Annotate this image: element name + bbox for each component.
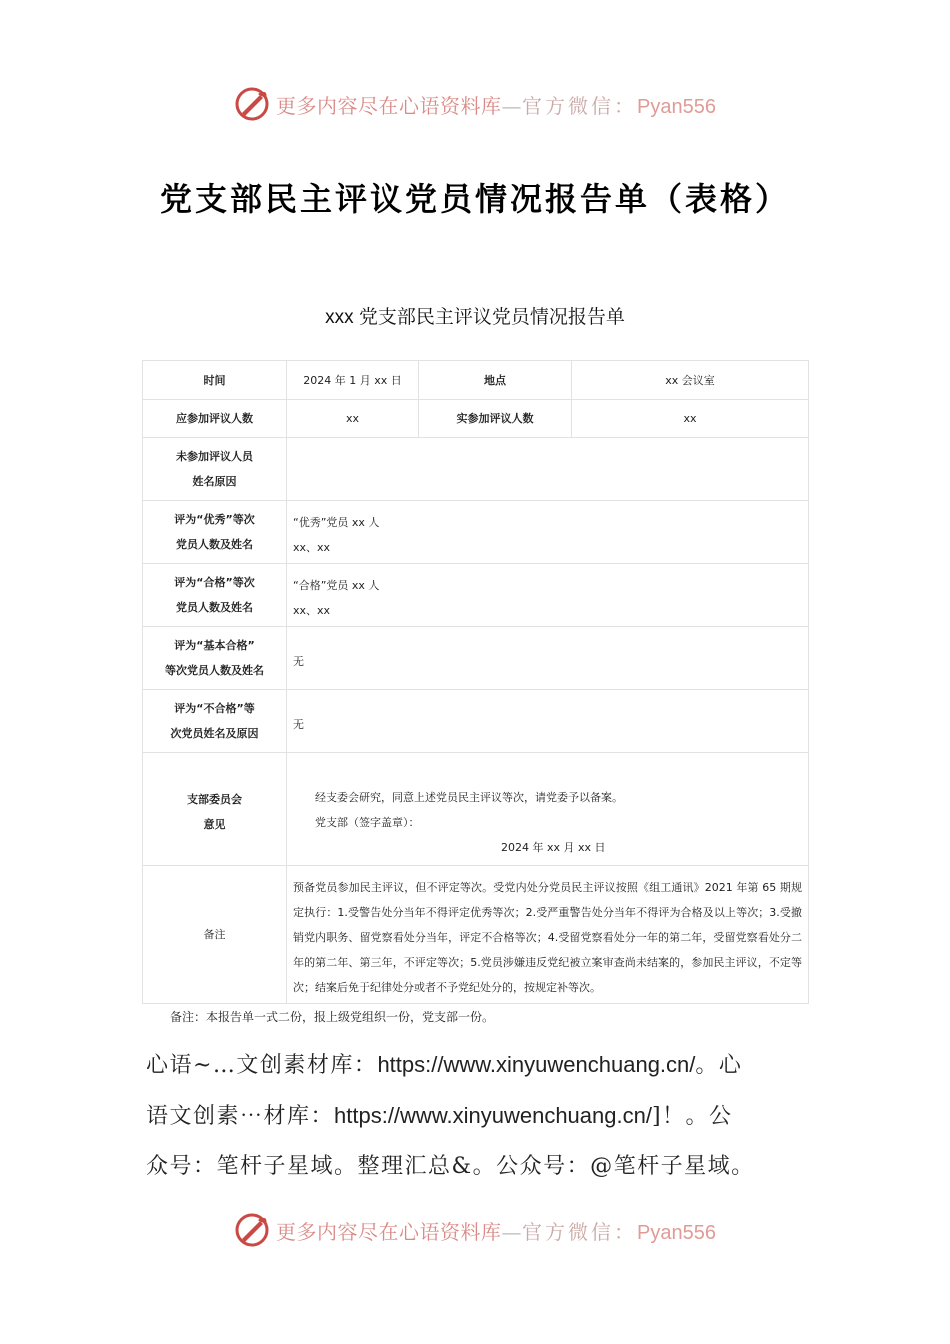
time-value: 2024 年 1 月 xx 日 — [287, 361, 419, 400]
table-row — [143, 400, 809, 438]
committee-label: 支部委员会 意见 — [143, 753, 287, 866]
table-row — [143, 361, 809, 400]
bottom-banner — [0, 1208, 950, 1252]
table-row — [143, 866, 809, 1004]
footnote: 备注：本报告单一式二份，报上级党组织一份，党支部一份。 — [170, 1010, 495, 1024]
table-row — [143, 627, 809, 690]
footer-link-2[interactable]: https://www.xinyuwenchuang.cn/ — [334, 1103, 652, 1128]
table-row — [143, 564, 809, 627]
quill-logo-icon — [234, 86, 270, 122]
remark-label: 备注 — [143, 866, 287, 1004]
qualified-label: 评为“合格”等次 党员人数及姓名 — [143, 564, 287, 627]
absent-value — [287, 438, 809, 501]
place-value: xx 会议室 — [572, 361, 809, 400]
table-row — [143, 501, 809, 564]
basic-qualified-value: 无 — [287, 627, 809, 690]
unqualified-value: 无 — [287, 690, 809, 753]
report-title: xxx 党支部民主评议党员情况报告单 — [325, 307, 625, 328]
unqualified-label: 评为“不合格”等 次党员姓名及原因 — [143, 690, 287, 753]
footer-link-1[interactable]: https://www.xinyuwenchuang.cn/ — [377, 1052, 696, 1077]
banner-text: 更多内容尽在心语资料库—官方微信：Pyan556 — [276, 93, 716, 118]
table-row — [143, 690, 809, 753]
basic-qualified-label: 评为“基本合格” 等次党员人数及姓名 — [143, 627, 287, 690]
excellent-label: 评为“优秀”等次 党员人数及姓名 — [143, 501, 287, 564]
actual-count-value: xx — [572, 400, 809, 438]
report-table — [142, 360, 809, 1004]
top-banner — [0, 82, 950, 126]
banner-text: 更多内容尽在心语资料库—官方微信：Pyan556 — [276, 1219, 716, 1244]
quill-logo-icon — [234, 1212, 270, 1248]
table-row — [143, 753, 809, 866]
absent-label: 未参加评议人员 姓名原因 — [143, 438, 287, 501]
excellent-value: “优秀”党员 xx 人 xx、xx — [287, 501, 809, 564]
place-label: 地点 — [419, 361, 572, 400]
footer-text: 心语~…文创素材库：https://www.xinyuwenchuang.cn/。心 语文创素⋯材库：https://www.xinyuwenchuang.cn/]！。公 众号：笔杆子星域。整理汇总&。公众号：@笔杆子星域。 — [146, 1052, 755, 1179]
actual-count-label: 实参加评议人数 — [419, 400, 572, 438]
document-title: 党支部民主评议党员情况报告单（表格） — [159, 180, 790, 218]
table-row — [143, 438, 809, 501]
expected-count-value: xx — [287, 400, 419, 438]
expected-count-label: 应参加评议人数 — [143, 400, 287, 438]
qualified-value: “合格”党员 xx 人 xx、xx — [287, 564, 809, 627]
time-label: 时间 — [143, 361, 287, 400]
committee-opinion: 经支委会研究，同意上述党员民主评议等次，请党委予以备案。 党支部（签字盖章）： 2024 年 xx 月 xx 日 — [287, 753, 809, 866]
remark-text: 预备党员参加民主评议，但不评定等次。受党内处分党员民主评议按照《组工通讯》2021 年第 65 期规定执行：1.受警告处分当年不得评定优秀等次；2.受严重警告处分当年不得评为合格及以上等次；3.受撤销党内职务、留党察看处分当年，评定不合格等次；4.受留党察看处分一年的第二年，受留党察看处分二年的第二年、第三年，不评定等次；5.党员涉嫌违反党纪被立案审查尚未结案的，参加民主评议，不定等次；结案后免于纪律处分或者不予党纪处分的，按规定补等次。 — [287, 866, 809, 1004]
